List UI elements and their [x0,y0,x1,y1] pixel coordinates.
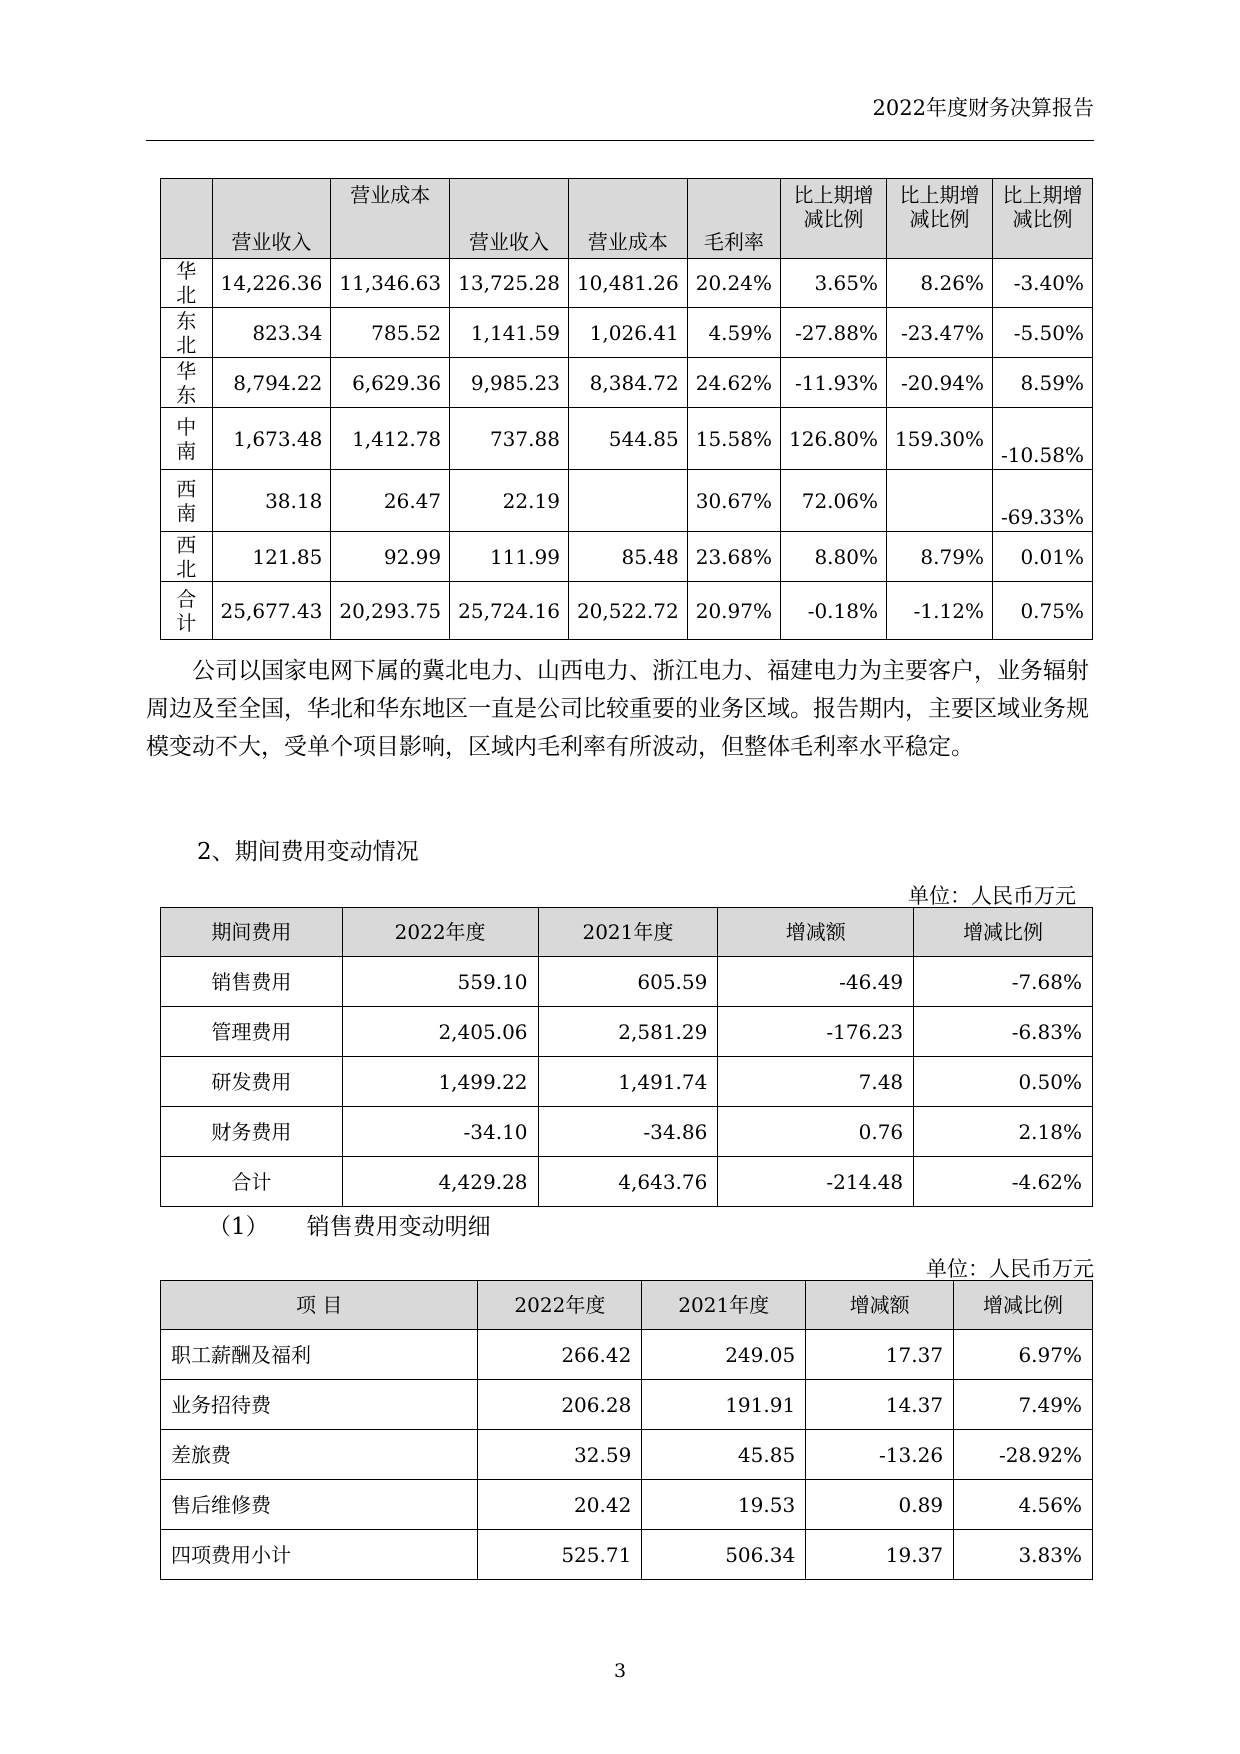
table-row [161,1057,1093,1107]
subsection-1-number: （1） [208,1214,269,1240]
table-cell: 8.80% [781,532,887,582]
table-cell: 559.10 [342,957,538,1007]
table-cell: 17.37 [806,1330,954,1380]
region-revenue-table [160,178,1093,640]
region-header-gross-margin: 毛利率 [687,179,780,259]
table-cell: 13,725.28 [450,259,569,308]
table-row [161,358,1093,408]
sales-table-header-row [161,1281,1093,1330]
table-cell: 7.49% [954,1380,1093,1430]
table-cell: -4.62% [914,1157,1093,1207]
sales-header-item: 项 目 [161,1281,478,1330]
table-cell: 1,491.74 [538,1057,718,1107]
table-cell: 1,499.22 [342,1057,538,1107]
table-row [161,1380,1093,1430]
table-cell: 785.52 [331,308,450,358]
table-cell: 1,026.41 [568,308,687,358]
period-expense-table [160,907,1093,1207]
table-cell: 25,677.43 [212,582,331,640]
table-cell: 30.67% [687,470,780,532]
expense-header-change-pct: 增减比例 [914,908,1093,957]
table-cell: -20.94% [886,358,992,408]
table-cell: 111.99 [450,532,569,582]
table-cell: 14.37 [806,1380,954,1430]
sales-header-change: 增减额 [806,1281,954,1330]
table-cell: 20,293.75 [331,582,450,640]
header-rule [146,140,1094,141]
table-cell: 6.97% [954,1330,1093,1380]
table-cell: 8,384.72 [568,358,687,408]
table-cell: 1,141.59 [450,308,569,358]
expense-item-name: 财务费用 [161,1107,343,1157]
table-cell: 737.88 [450,408,569,470]
table-cell: 1,412.78 [331,408,450,470]
table-cell: 126.80% [781,408,887,470]
table-cell: -10.58% [992,408,1092,470]
table-cell: 26.47 [331,470,450,532]
sales-unit-label: 单位：人民币万元 [926,1257,1094,1281]
expense-header-item: 期间费用 [161,908,343,957]
table-cell: 23.68% [687,532,780,582]
table-row [161,957,1093,1007]
region-name: 西南 [161,470,213,532]
table-row [161,1107,1093,1157]
table-cell: 20.97% [687,582,780,640]
table-cell: -28.92% [954,1430,1093,1480]
table-cell: 19.37 [806,1530,954,1580]
table-cell: 15.58% [687,408,780,470]
table-cell: 20,522.72 [568,582,687,640]
expense-header-2022: 2022年度 [342,908,538,957]
table-cell: 249.05 [642,1330,806,1380]
region-header-change-margin: 比上期增减比例 [992,179,1092,259]
table-cell: 4.56% [954,1480,1093,1530]
table-cell: 32.59 [478,1430,642,1480]
sales-item-name: 职工薪酬及福利 [161,1330,478,1380]
table-cell: 20.42 [478,1480,642,1530]
region-analysis-paragraph: 公司以国家电网下属的冀北电力、山西电力、浙江电力、福建电力为主要客户，业务辐射周边及至全国，华北和华东地区一直是公司比较重要的业务区域。报告期内，主要区域业务规模变动不大，受单个项目影响，区域内毛利率有所波动，但整体毛利率水平稳定。 [146,658,1089,760]
table-cell: 24.62% [687,358,780,408]
sales-expense-table [160,1280,1093,1580]
table-cell: -69.33% [992,470,1092,532]
table-cell: 191.91 [642,1380,806,1430]
table-cell: 0.89 [806,1480,954,1530]
table-cell: -7.68% [914,957,1093,1007]
table-cell: 72.06% [781,470,887,532]
table-cell: 85.48 [568,532,687,582]
expense-table-header-row [161,908,1093,957]
table-row [161,1330,1093,1380]
sales-item-name: 差旅费 [161,1430,478,1480]
sales-header-change-pct: 增减比例 [954,1281,1093,1330]
sales-item-name: 售后维修费 [161,1480,478,1530]
table-cell: -23.47% [886,308,992,358]
table-cell: 8.26% [886,259,992,308]
table-cell: -0.18% [781,582,887,640]
table-row [161,532,1093,582]
region-header-revenue-2022: 营业收入 [212,179,331,259]
region-table-header-row [161,179,1093,259]
expense-item-name: 合计 [161,1157,343,1207]
table-row [161,1530,1093,1580]
table-cell: 8.59% [992,358,1092,408]
sales-item-name: 四项费用小计 [161,1530,478,1580]
region-header-cost-2022: 营业成本 [331,179,450,259]
table-cell: 92.99 [331,532,450,582]
table-cell: 7.48 [718,1057,914,1107]
table-row [161,470,1093,532]
table-cell: 605.59 [538,957,718,1007]
table-cell: 11,346.63 [331,259,450,308]
table-cell: 823.34 [212,308,331,358]
region-header-cost-2021: 营业成本 [568,179,687,259]
table-row [161,308,1093,358]
table-cell: 206.28 [478,1380,642,1430]
table-cell: -6.83% [914,1007,1093,1057]
table-cell: 0.76 [718,1107,914,1157]
table-cell: 20.24% [687,259,780,308]
table-cell: 2.18% [914,1107,1093,1157]
table-cell: 525.71 [478,1530,642,1580]
table-cell: 2,581.29 [538,1007,718,1057]
table-row [161,259,1093,308]
table-cell: -5.50% [992,308,1092,358]
region-header-blank [161,179,213,259]
table-cell: 45.85 [642,1430,806,1480]
table-cell [568,470,687,532]
table-cell: 0.50% [914,1057,1093,1107]
table-cell: 38.18 [212,470,331,532]
table-cell: 3.83% [954,1530,1093,1580]
table-cell: -214.48 [718,1157,914,1207]
table-row [161,1480,1093,1530]
table-cell: 22.19 [450,470,569,532]
table-row [161,1007,1093,1057]
expense-header-2021: 2021年度 [538,908,718,957]
table-cell: -46.49 [718,957,914,1007]
expense-header-change: 增减额 [718,908,914,957]
report-header-title: 2022年度财务决算报告 [872,96,1094,120]
table-cell: 8.79% [886,532,992,582]
table-cell: 4.59% [687,308,780,358]
table-cell: -34.10 [342,1107,538,1157]
region-name: 华北 [161,259,213,308]
region-header-change-revenue: 比上期增减比例 [781,179,887,259]
table-cell: 159.30% [886,408,992,470]
expense-unit-label: 单位：人民币万元 [908,884,1076,908]
subsection-1-label: 销售费用变动明细 [306,1214,491,1240]
table-cell: -1.12% [886,582,992,640]
sales-header-2022: 2022年度 [478,1281,642,1330]
region-header-change-cost: 比上期增减比例 [886,179,992,259]
table-cell: 3.65% [781,259,887,308]
table-cell: 14,226.36 [212,259,331,308]
table-cell: 266.42 [478,1330,642,1380]
table-cell: 8,794.22 [212,358,331,408]
region-name: 东北 [161,308,213,358]
region-name: 西北 [161,532,213,582]
table-row [161,1157,1093,1207]
table-cell: 6,629.36 [331,358,450,408]
subsection-1-title [208,1208,491,1241]
table-cell: 10,481.26 [568,259,687,308]
table-cell: 4,643.76 [538,1157,718,1207]
expense-item-name: 管理费用 [161,1007,343,1057]
table-cell: 121.85 [212,532,331,582]
expense-item-name: 研发费用 [161,1057,343,1107]
region-name: 合计 [161,582,213,640]
table-cell: 19.53 [642,1480,806,1530]
table-cell: -34.86 [538,1107,718,1157]
sales-item-name: 业务招待费 [161,1380,478,1430]
table-cell: -13.26 [806,1430,954,1480]
sales-header-2021: 2021年度 [642,1281,806,1330]
table-cell: 0.75% [992,582,1092,640]
table-cell: -176.23 [718,1007,914,1057]
region-name: 中南 [161,408,213,470]
table-cell: 0.01% [992,532,1092,582]
table-cell: 544.85 [568,408,687,470]
table-cell: 9,985.23 [450,358,569,408]
table-cell: -3.40% [992,259,1092,308]
table-row [161,408,1093,470]
page-number: 3 [613,1660,627,1682]
table-cell: 2,405.06 [342,1007,538,1057]
region-name: 华东 [161,358,213,408]
table-cell: -27.88% [781,308,887,358]
table-cell: -11.93% [781,358,887,408]
expense-item-name: 销售费用 [161,957,343,1007]
table-row [161,1430,1093,1480]
region-header-revenue-2021: 营业收入 [450,179,569,259]
table-cell: 506.34 [642,1530,806,1580]
table-cell: 25,724.16 [450,582,569,640]
table-row [161,582,1093,640]
table-cell: 4,429.28 [342,1157,538,1207]
table-cell [886,470,992,532]
section-2-title: 2、期间费用变动情况 [197,839,419,865]
table-cell: 1,673.48 [212,408,331,470]
